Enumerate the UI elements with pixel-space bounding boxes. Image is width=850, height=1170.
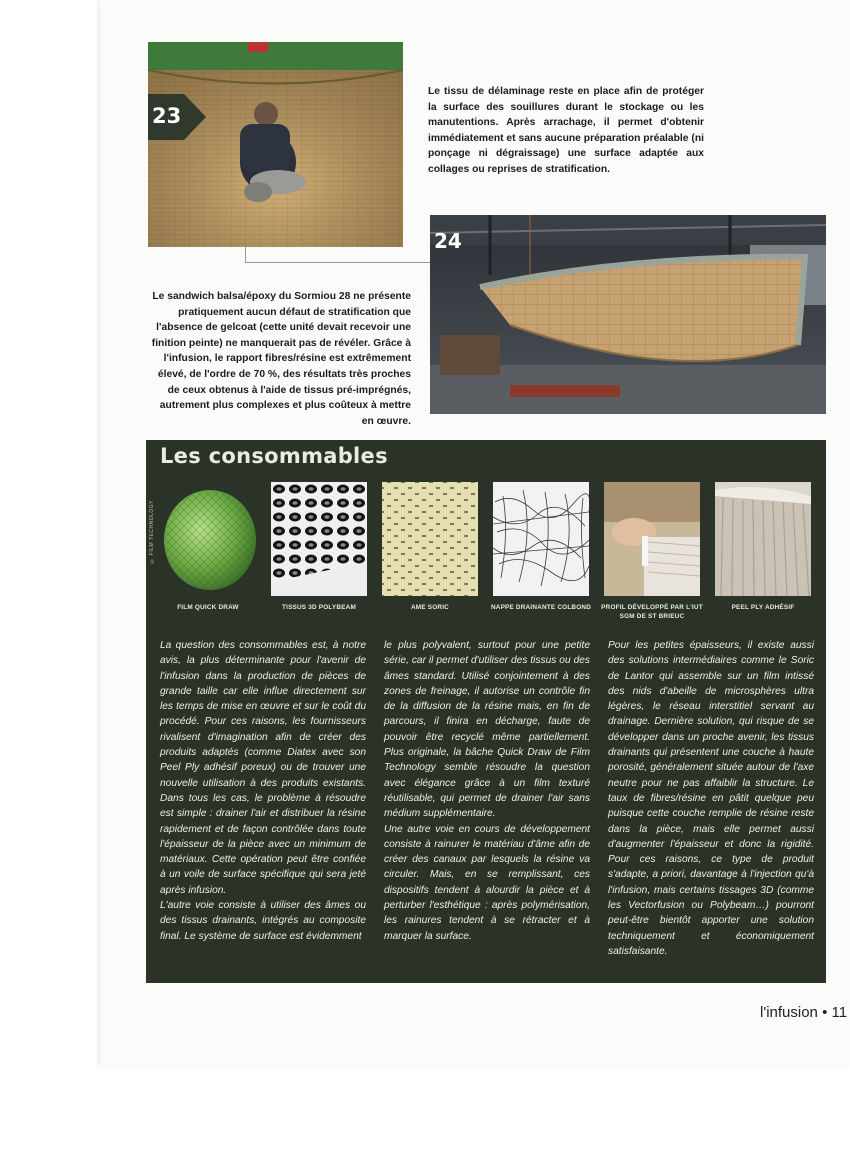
photo-23-label: 23 <box>152 104 182 128</box>
thumb-profil-iut <box>604 482 700 596</box>
thumb-label-tissus-3d-polybeam: TISSUS 3D POLYBEAM <box>281 604 357 611</box>
text-column-1 <box>160 638 366 944</box>
caption-connector-line <box>245 262 430 263</box>
balsa-hull-interior-image <box>148 42 403 247</box>
thumb-film-quick-draw <box>160 482 256 596</box>
thumb-label-ame-soric: AME SORIC <box>410 604 450 611</box>
thumb-label-peel-ply-adhesif: PEEL PLY ADHÉSIF <box>731 604 795 611</box>
thumb-nappe-drainante-colbond <box>493 482 589 596</box>
photo-23 <box>148 42 403 247</box>
photo-23-number <box>148 94 206 140</box>
col2-paragraph-2: Une autre voie en cours de développement consiste à rainurer le matériau d'âme afin de créer des canaux par lesquels la résine va circuler. Mais, en se remplissant, ces dispositifs tendent à alourdir la pièce et à perturber l'esthétique : après polymérisation, les rainures tendent à se rétracter et à marquer la surface. <box>384 823 590 942</box>
thumb-label-profil-iut: PROFIL DÉVELOPPÉ PAR L'IUT SGM DE ST BRIEUC <box>601 604 703 620</box>
photo-credit: © FILM TECHNOLOGY <box>149 500 155 564</box>
photo-24-number <box>430 215 476 255</box>
thumb-ame-soric <box>382 482 478 596</box>
peel-ply-image <box>715 482 811 596</box>
caption-connector-line <box>245 247 246 263</box>
green-film-image <box>160 482 256 596</box>
black-3d-fabric-image <box>271 482 367 596</box>
col2-paragraph-1: le plus polyvalent, surtout pour une petite série, car il permet d'utiliser des tissus ou des âmes standard. Utilisé conjointement à des zones de freinage, il autorise un contrôle fin de la diffusion de la résine mais, en fin de parcours, il finira en décharge, faute de pouvoir être recyclé même partiellement. Plus originale, la bâche Quick Draw de Film Technology semble résoudre la question avec élégance grâce à un film texturé réutilisable, qui permet de drainer l'air sans médium supplémentaire. <box>384 640 590 820</box>
grooved-profile-image <box>604 482 700 596</box>
col1-paragraph-2: L'autre voie consiste à utiliser des âmes ou des tissus drainants, intégrés au composite final. Le système de surface est évidemment <box>160 900 366 942</box>
text-column-3 <box>608 638 814 959</box>
box-title: Les consommables <box>160 444 388 468</box>
thumb-label-film-quick-draw: FILM QUICK DRAW <box>177 604 239 611</box>
boat-hull-workshop-image <box>430 215 826 414</box>
photo-24 <box>430 215 826 414</box>
thumb-peel-ply-adhesif <box>715 482 811 596</box>
text-column-2 <box>384 638 590 944</box>
thumb-label-nappe-drainante-colbond: NAPPE DRAINANTE COLBOND <box>490 604 592 611</box>
consommables-box <box>146 440 826 983</box>
page-footer: l'infusion • 11 <box>760 1004 848 1021</box>
caption-tissu-delaminage: Le tissu de délaminage reste en place afin de protéger la surface des souillures durant le stockage ou les manutentions. Après arrachage, il permet d'obtenir immédiatement et sans aucune préparation préalable (ni ponçage ni dégraissage) une surface adaptée aux collages ou reprises de stratification. <box>428 86 704 175</box>
caption-sandwich-balsa: Le sandwich balsa/époxy du Sormiou 28 ne présente pratiquement aucun défaut de stratification que l'absence de gelcoat (cette unité devait recevoir une finition peinte) ne manquerait pas de révéler. Grâce à l'infusion, le rapport fibres/résine est extrêmement élevé, de l'ordre de 70 %, des résultats très proches de ceux obtenus à l'aide de tissus pré-imprégnés, autrement plus complexes et plus coûteux à mettre en œuvre. <box>151 291 411 427</box>
thumb-tissus-3d-polybeam <box>271 482 367 596</box>
col1-paragraph-1: La question des consommables est, à notre avis, la plus déterminante pour l'avenir de l'infusion dans la production de pièces de grande taille car elle influe directement sur les temps de mise en œuvre et sur le coût du procédé. Pour ces raisons, les fournisseurs rivalisent d'imagination afin de créer des produits adaptés (comme Diatex avec son Peel Ply adhésif poreux) ou de trouver une nouvelle utilisation à des produits existants. Dans tous les cas, le problème à résoudre est simple : drainer l'air et distribuer la résine rapidement et de façon contrôlée dans toute l'épaisseur de la pièce avec un minimum de matériaux. Cette opération peut être confiée à un voile de surface spécifique qui sera jeté après infusion. <box>160 640 366 896</box>
drainage-mat-image <box>493 482 589 596</box>
photo-24-label: 24 <box>434 229 462 253</box>
honeycomb-core-image <box>382 482 478 596</box>
col3-paragraph-1: Pour les petites épaisseurs, il existe aussi des solutions intermédiaires comme le Soric de Lantor qui assemble sur un film intissé des nids d'abeille de microsphères ultra légères, le réseau interstitiel servant au drainage. Dernière solution, qui risque de se développer dans un proche avenir, les tissus drainants qui présentent une couche à haute porosité, généralement située autour de l'axe neutre pour ne pas affaiblir la structure. Le taux de fibres/résine en pâtit quelque peu puisque cette couche remplie de résine reste dans la pièce, mais elle permet aussi d'augmenter l'épaisseur et donc la rigidité. Pour ces raisons, ce type de produit s'adapte, a priori, davantage à l'injection qu'à l'infusion, mais certains tissages 3D (comme les Vectorfusion ou Polybeam…) pourront peut-être bientôt apporter une solution techniquement et économiquement satisfaisante. <box>608 640 814 957</box>
